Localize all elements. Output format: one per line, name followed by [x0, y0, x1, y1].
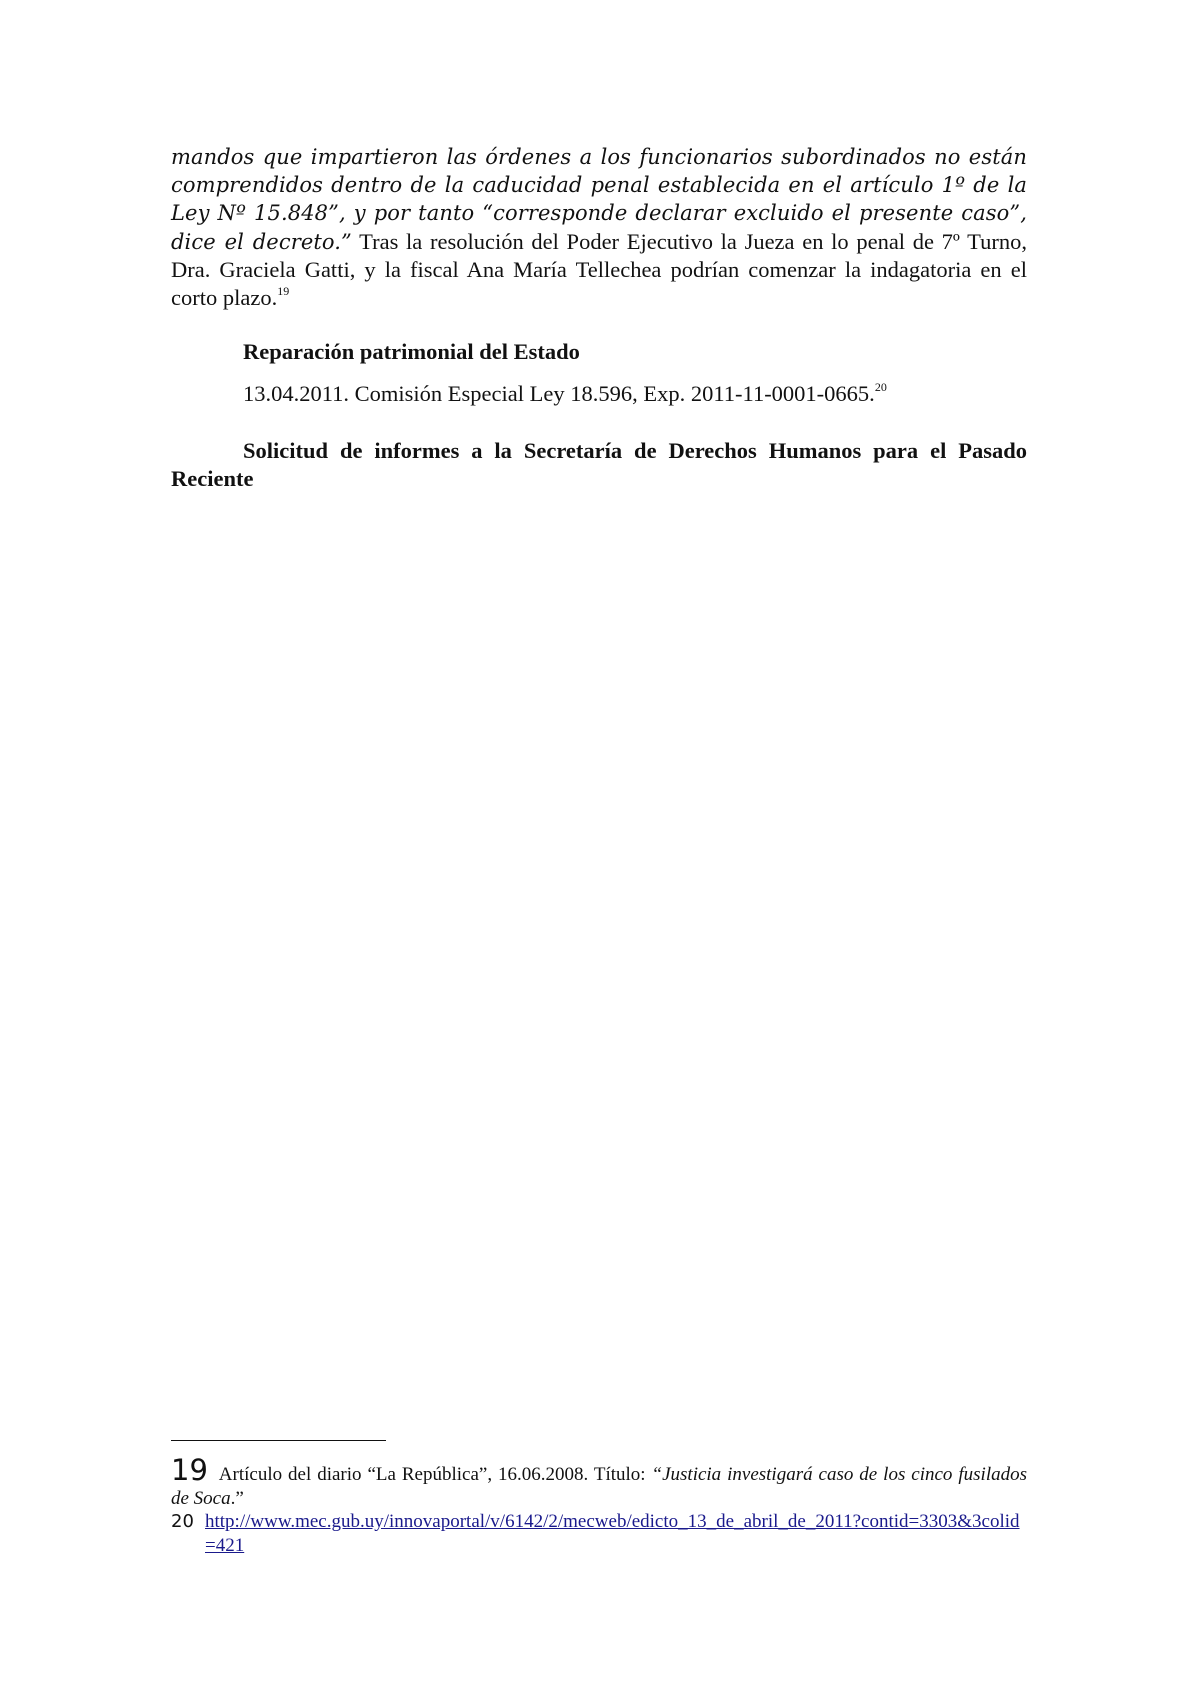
footnote-text: Artículo del diario “La República”, 16.06.2008. Título: [213, 1464, 652, 1485]
section-text [171, 380, 1027, 408]
footnote-number: 19 [171, 1453, 208, 1487]
footnote-20 [171, 1510, 1027, 1558]
footnote-text-end: .” [230, 1488, 244, 1509]
footnote-number: 20 [171, 1511, 194, 1532]
section-text-content: 13.04.2011. Comisión Especial Ley 18.596, Exp. 2011-11-0001-0665. [243, 381, 875, 406]
footnote-italic-title: “Justicia investigará caso de los cinco fusilados de Soca [171, 1464, 1027, 1509]
italic-quote: mandos que impartieron las órdenes a los funcionarios subordinados no están comprendidos dentro de la caducidad penal establecida en el artículo 1º de la Ley Nº 15.848”, y por tanto “corresponde declarar excluido el presente caso”, dice el decreto.” [171, 145, 1027, 254]
footnote-link[interactable]: http://www.mec.gub.uy/innovaportal/v/6142/2/mecweb/edicto_13_de_abril_de_2011?contid=3303&3colid=421 [205, 1511, 1020, 1556]
paragraph-text: Tras la resolución del Poder Ejecutivo la Jueza en lo penal de 7º Turno, Dra. Graciela Gatti, y la fiscal Ana María Tellechea podrían comenzar la indagatoria en el corto plazo. [171, 228, 1027, 311]
footnote-ref-19[interactable]: 19 [277, 284, 290, 299]
body-paragraph [171, 143, 1027, 312]
footnote-19 [171, 1453, 1027, 1511]
section-heading-reparacion: Reparación patrimonial del Estado [243, 339, 580, 364]
footnote-ref-20[interactable]: 20 [874, 380, 887, 394]
footnote-separator [171, 1440, 386, 1441]
section-heading-solicitud: Solicitud de informes a la Secretaría de Derechos Humanos para el Pasado Reciente [171, 438, 1027, 492]
